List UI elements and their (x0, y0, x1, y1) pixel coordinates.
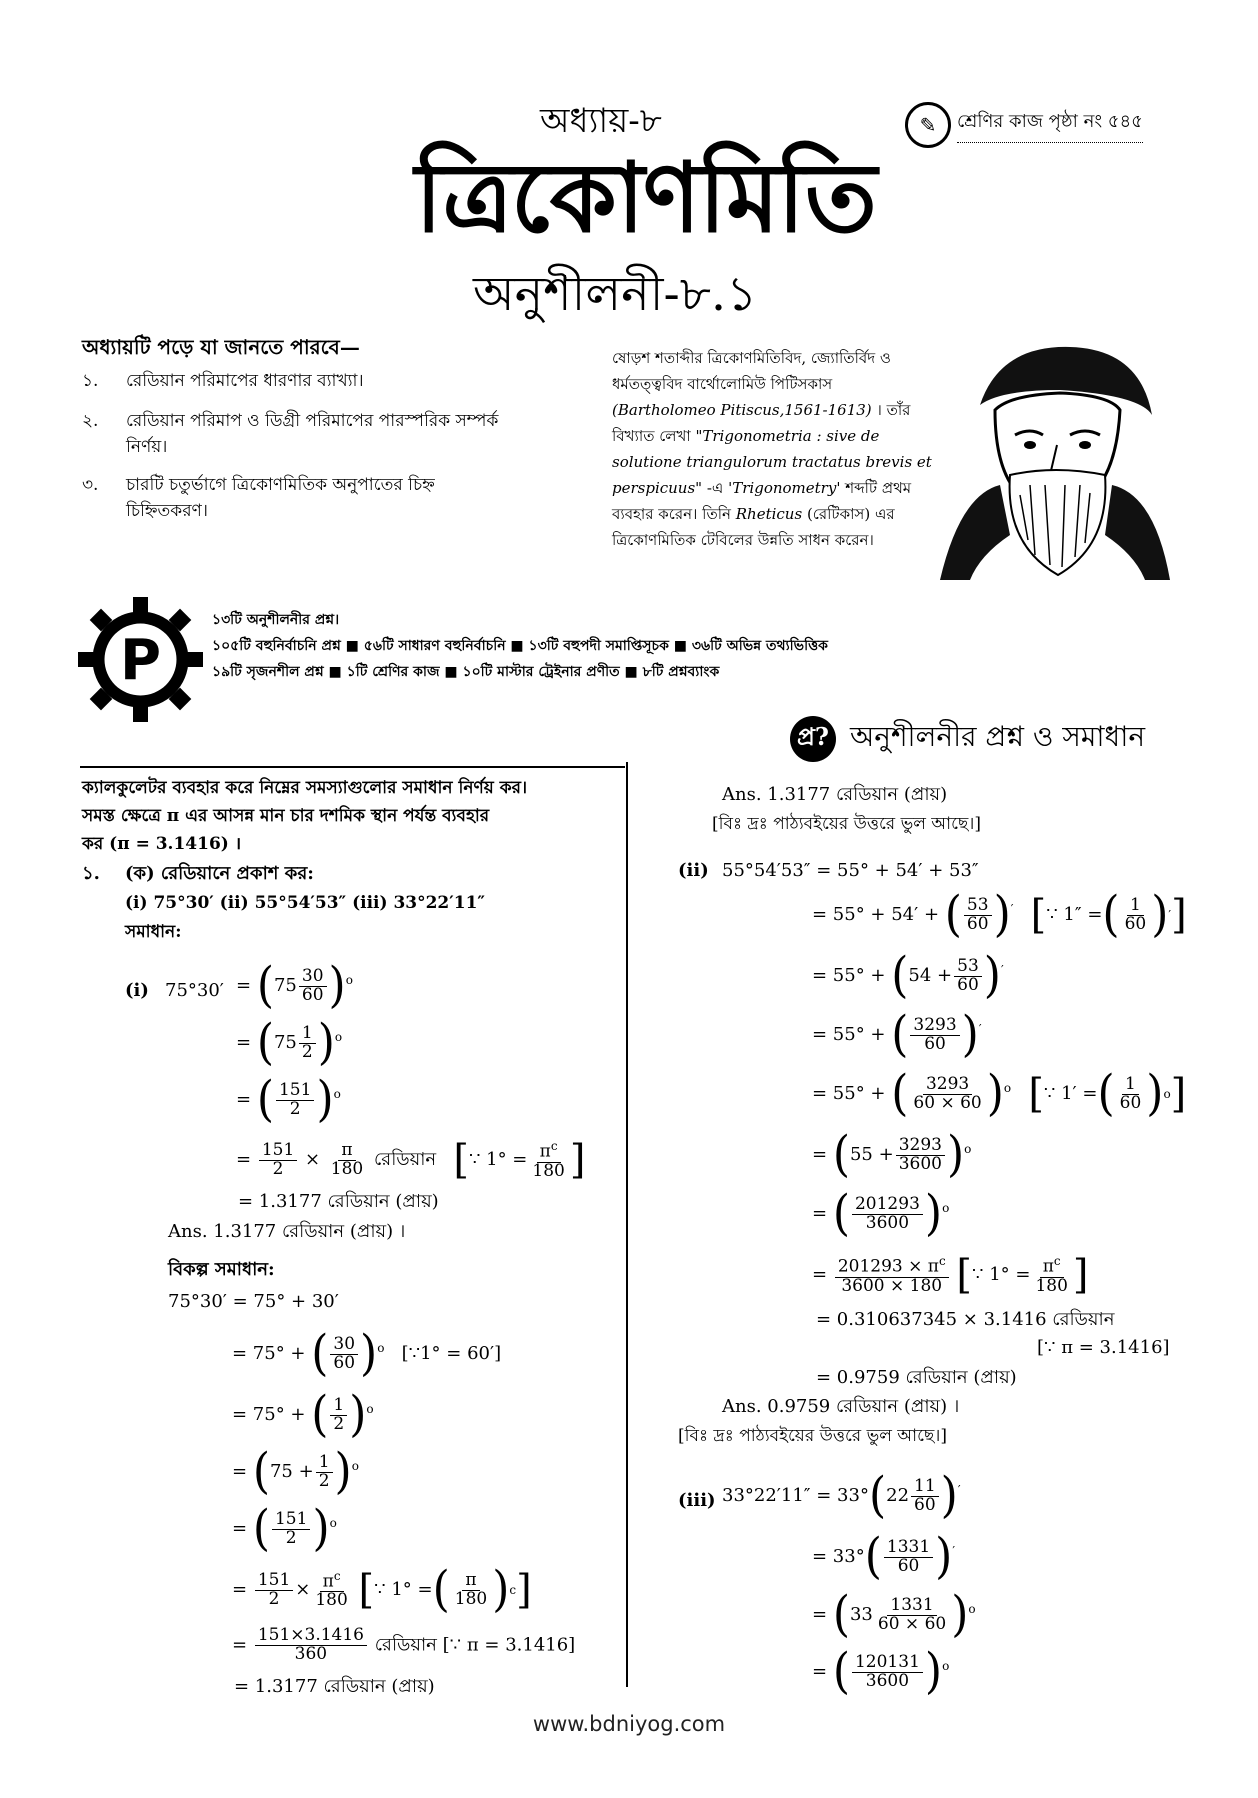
math-step: = ( 33 $\frac{1331}{60 \times 60}$ ) $^o$ (812, 1593, 976, 1637)
math-step: 33°22′11″ = 33°( 22 $\frac{11}{60}$ ) ′ (722, 1474, 961, 1518)
math-step: 55°54′53″ = 55° + 54′ + 53″ (722, 860, 979, 881)
math-step: = ( 75 + $\frac{1}{2}$ ) $^o$ (232, 1450, 359, 1494)
learn-item-text: রেডিয়ান পরিমাপ ও ডিগ্রী পরিমাপের পারস্পরিক সম্পর্ক নির্ণয়। (126, 411, 499, 457)
practice-summary-1: ১৩টি অনুশীলনীর প্রশ্ন। (212, 612, 340, 628)
page-reference (905, 102, 1143, 148)
answer-line: Ans. 1.3177 রেডিয়ান (প্রায়) । (168, 1221, 406, 1242)
bio-name-latin: (Bartholomeo Pitiscus,1561-1613) (612, 401, 872, 419)
practice-letter: P (119, 628, 162, 693)
question-list: (i) 75°30′ (ii) 55°54′53″ (iii) 33°22′11″ (125, 893, 485, 913)
intro-line: ক্যালকুলেটর ব্যবহার করে নিম্নের সমস্যাগুলোর সমাধান নির্ণয় কর। (82, 778, 528, 798)
note-line: [বিঃ দ্রঃ পাঠ্যবইয়ের উত্তরে ভুল আছে।] (712, 814, 981, 834)
bio-part: (রেটিকাস) এর ত্রিকোণমিতিক টেবিলের উন্নতি সাধন করেন। (612, 505, 895, 549)
math-step: = ( $\frac{151}{2}$ ) $^o$ (232, 1507, 337, 1551)
bio-part: -এ (706, 479, 724, 497)
learn-item (82, 368, 502, 394)
bio-rheticus: Rheticus (735, 505, 803, 523)
bio-part: ষোড়শ শতাব্দীর ত্রিকোণমিতিবিদ, জ্যোতির্বিদ ও ধর্মতত্ত্ববিদ বার্থোলোমিউ পিটিসকাস (612, 349, 891, 393)
practice-summary-3: ১৯টি সৃজনশীল প্রশ্ন ■ ১টি শ্রেণির কাজ ■ ১০টি মাস্টার ট্রেইনার প্রণীত ■ ৮টি প্রশ্নব্যাংক (212, 664, 720, 680)
pi-hint: [∵ π = 3.1416] (1037, 1337, 1170, 1358)
pi-hint: [∵ π = 3.1416] (442, 1634, 576, 1656)
learn-item-number: ২. (82, 411, 99, 431)
part-label: (iii) (678, 1490, 716, 1511)
classwork-icon: ✎ (905, 102, 951, 148)
answer-line: Ans. 0.9759 রেডিয়ান (প্রায়) । (722, 1396, 960, 1417)
math-step: = 0.310637345 × 3.1416 রেডিয়ান (816, 1309, 1115, 1330)
math-step: = 55° + ( 54 + $\frac{53}{60}$ ) ′ (812, 954, 1004, 998)
bio-part: । তাঁর বিখ্যাত লেখা (612, 401, 911, 445)
math-step: = 33° ( $\frac{1331}{60}$ ) ′ (812, 1535, 955, 1579)
page-reference-text: শ্রেণির কাজ পৃষ্ঠা নং ৫৪৫ (957, 107, 1143, 143)
practice-logo (78, 597, 203, 722)
math-step: = ( 55 + $\frac{3293}{3600}$ ) $^o$ (812, 1133, 971, 1177)
math-step: = ( $\frac{120131}{3600}$ ) $^o$ (812, 1650, 949, 1694)
unit-text: রেডিয়ান (373, 1149, 437, 1171)
learn-item-number: ৩. (82, 475, 99, 495)
part-label: (i) (125, 980, 149, 1001)
chapter-label: অধ্যায়-৮ (540, 101, 662, 141)
math-step: = $\frac{151}{2}$ × $\frac{\pi}{180}$ রেডিয়ান [ ∵ 1° = $\frac{\pi^c}{180}$ ] (236, 1140, 585, 1180)
footer-url: www.bdniyog.com (532, 1712, 726, 1736)
math-step: = $\frac{151\times 3.1416}{360}$ রেডিয়ান [∵ π = 3.1416] (232, 1625, 576, 1664)
answer-line: Ans. 1.3177 রেডিয়ান (প্রায়) (722, 784, 948, 805)
question-icon: প্র? (790, 716, 836, 762)
learn-item (82, 472, 502, 524)
portrait-image (940, 335, 1170, 580)
math-step: = 55° + ( $\frac{3293}{60 \times 60}$ ) $^o$ [ ∵ 1′ = ( $\frac{1}{60}$ ) o ] (812, 1072, 1186, 1116)
math-step: = $\frac{151}{2}$ × $\frac{\pi^c}{180}$ [ ∵ 1° = ( $\frac{\pi}{180}$ ) c ] (232, 1568, 532, 1612)
note-line: [বিঃ দ্রঃ পাঠ্যবইয়ের উত্তরে ভুল আছে।] (678, 1426, 947, 1446)
section-header (790, 715, 1145, 762)
math-result: = 1.3177 রেডিয়ান (প্রায়) (234, 1676, 435, 1697)
bio-part: শব্দটি প্রথম ব্যবহার করেন। তিনি (612, 479, 912, 523)
bio-word: 'Trigonometry' (728, 479, 841, 497)
alt-solution-heading: বিকল্প সমাধান: (168, 1259, 275, 1280)
math-step: = ( 75 $\frac{30}{60}$ ) $^o$ (236, 964, 353, 1008)
unit-text: রেডিয়ান (374, 1634, 437, 1656)
learn-item-text: রেডিয়ান পরিমাপের ধারণার ব্যাখ্যা। (126, 371, 364, 391)
math-step: = 75° + ( $\frac{1}{2}$ ) $^o$ (232, 1393, 374, 1437)
math-step: = ( $\frac{201293}{3600}$ ) $^o$ (812, 1192, 949, 1236)
learn-heading: অধ্যায়টি পড়ে যা জানতে পারবে— (82, 335, 360, 359)
math-step: = ( $\frac{151}{2}$ ) $^o$ (236, 1078, 341, 1122)
bio-book-title: "Trigonometria : sive de solutione triangulorum tractatus brevis et perspicuus" (612, 427, 932, 497)
math-result: = 1.3177 রেডিয়ান (প্রায়) (238, 1191, 439, 1212)
question-number: ১. (82, 863, 100, 884)
chapter-title: ত্রিকোণমিতি (415, 141, 875, 254)
exercise-title: অনুশীলনী-৮.১ (473, 266, 758, 322)
hint-text: [∵1° = 60′] (401, 1343, 502, 1364)
part-lhs: 75°30′ (165, 980, 224, 1001)
intro-line: কর (π = 3.1416) । (82, 834, 242, 854)
divider-line (80, 766, 625, 768)
math-result: = 0.9759 রেডিয়ান (প্রায়) (816, 1367, 1017, 1388)
math-step: 75°30′ = 75° + 30′ (168, 1291, 339, 1312)
math-step: = 55° + 54′ + ( $\frac{53}{60}$ ) ′ [ ∵ 1″ = ( $\frac{1}{60}$ ) ′ ] (812, 893, 1187, 937)
part-label: (ii) (678, 860, 709, 881)
intro-line: সমস্ত ক্ষেত্রে π এর আসন্ন মান চার দশমিক স্থান পর্যন্ত ব্যবহার (82, 806, 490, 826)
learn-item-number: ১. (82, 371, 99, 391)
math-step: = 55° + ( $\frac{3293}{60}$ ) ′ (812, 1013, 982, 1057)
column-divider (626, 762, 628, 1687)
solution-heading: সমাধান: (125, 922, 182, 942)
biography-text (612, 345, 932, 553)
math-step: = $\frac{201293 \times \pi^c}{3600 \times 180}$ [ ∵ 1° = $\frac{\pi^c}{180}$ ] (812, 1255, 1089, 1295)
section-title: অনুশীলনীর প্রশ্ন ও সমাধান (850, 720, 1146, 753)
math-step: = 75° + ( $\frac{30}{60}$ ) $^o$ [∵1° = 60′] (232, 1332, 501, 1376)
learn-item-text: চারটি চতুর্ভাগে ত্রিকোণমিতিক অনুপাতের চিহ্ন চিহ্নিতকরণ। (126, 475, 435, 521)
practice-summary-2: ১০৫টি বহুনির্বাচনি প্রশ্ন ■ ৫৬টি সাধারণ বহুনির্বাচনি ■ ১৩টি বহুপদী সমাপ্তিসূচক ■ ৩৬টি অভিন্ন তথ্যভিত্তিক (212, 638, 828, 654)
learn-item (82, 408, 502, 460)
part-lhs: 33°22′11″ = 33° (722, 1485, 869, 1506)
question-label: (ক) রেডিয়ানে প্রকাশ কর: (125, 863, 314, 884)
math-step: = ( 75 $\frac{1}{2}$ ) $^o$ (236, 1021, 342, 1065)
